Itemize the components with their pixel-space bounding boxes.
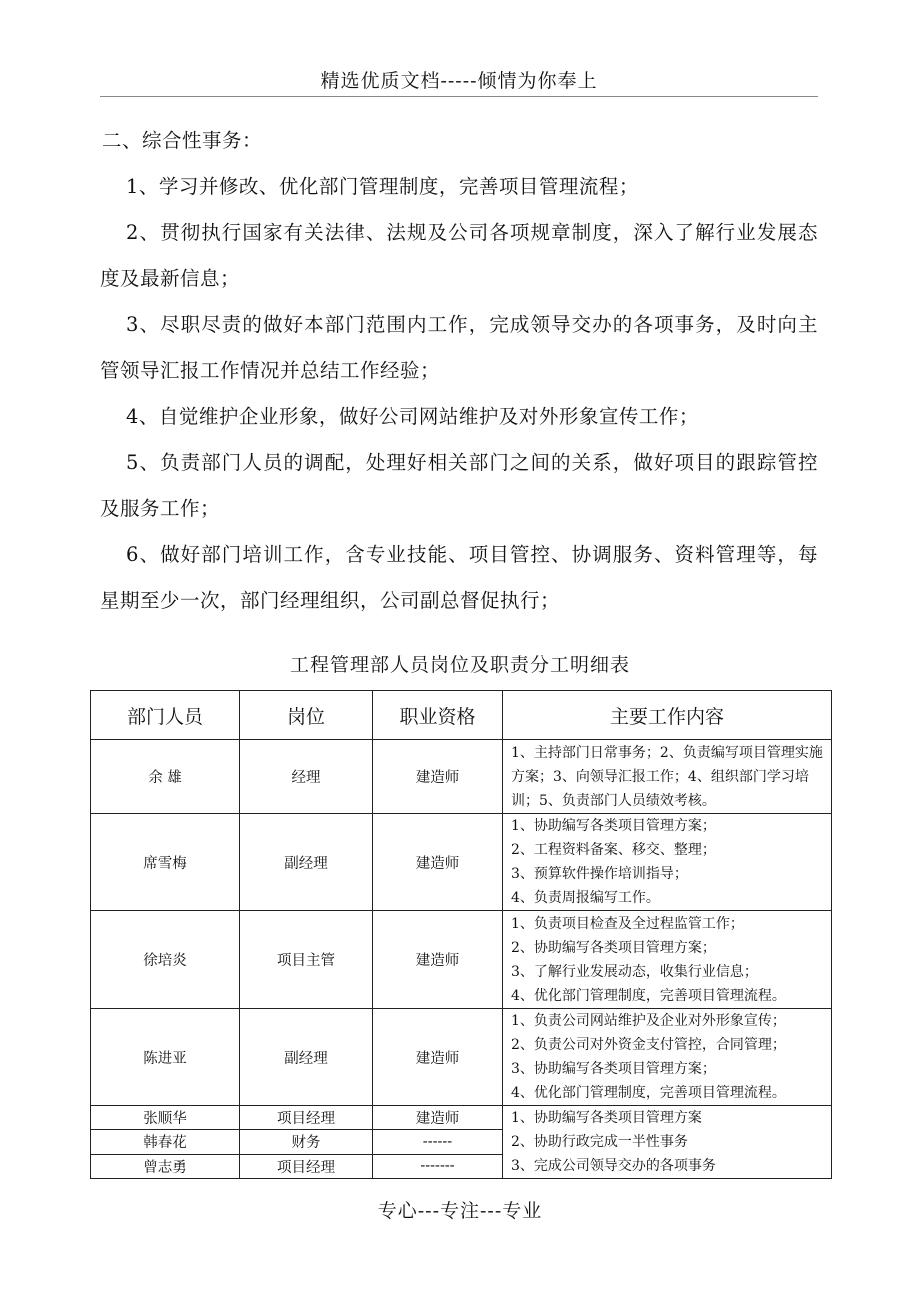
table-row	[91, 1009, 832, 1106]
table-row	[91, 814, 832, 911]
duty-line: 3、完成公司领导交办的各项事务	[511, 1158, 716, 1174]
duty-line: 1、协助编写各类项目管理方案	[511, 1110, 702, 1126]
duty-line: 3、预算软件操作培训指导；	[511, 866, 688, 882]
duty-line: 4、优化部门管理制度，完善项目管理流程。	[511, 987, 786, 1004]
cell-qualification: 建造师	[373, 814, 503, 911]
cell-qualification: ------	[373, 1130, 503, 1154]
duty-line: 1、主持部门日常事务；2、负责编写项目管理实施方案；3、向领导汇报工作；4、组织部门学习培训；5、负责部门人员绩效考核。	[511, 744, 823, 809]
cell-qualification: 建造师	[373, 911, 503, 1009]
cell-name: 徐培炎	[91, 911, 240, 1009]
cell-duties	[503, 740, 832, 814]
duty-line: 2、协助编写各类项目管理方案；	[511, 939, 716, 956]
staff-duties-table	[90, 690, 832, 1179]
cell-duties	[503, 814, 832, 911]
cell-qualification: 建造师	[373, 1106, 503, 1130]
duty-line: 1、负责公司网站维护及企业对外形象宣传；	[511, 1013, 786, 1029]
cell-name: 韩春花	[91, 1130, 240, 1154]
cell-position: 经理	[240, 740, 373, 814]
list-item: 2、贯彻执行国家有关法律、法规及公司各项规章制度，深入了解行业发展态度及最新信息；	[100, 221, 818, 290]
list-item: 1、学习并修改、优化部门管理制度，完善项目管理流程；	[126, 175, 639, 198]
header-staff: 部门人员	[91, 691, 240, 740]
cell-name: 张顺华	[91, 1106, 240, 1130]
cell-duties	[503, 911, 832, 1009]
cell-qualification: 建造师	[373, 1009, 503, 1106]
cell-name: 席雪梅	[91, 814, 240, 911]
cell-position: 项目主管	[240, 911, 373, 1009]
table-title: 工程管理部人员岗位及职责分工明细表	[289, 654, 630, 676]
list-item: 5、负责部门人员的调配，处理好相关部门之间的关系，做好项目的跟踪管控及服务工作；	[100, 451, 818, 520]
list-item: 4、自觉维护企业形象，做好公司网站维护及对外形象宣传工作；	[126, 405, 699, 428]
cell-duties	[503, 1106, 832, 1179]
table-row	[91, 911, 832, 1009]
cell-qualification: 建造师	[373, 740, 503, 814]
duty-line: 1、协助编写各类项目管理方案；	[511, 818, 716, 834]
duty-line: 4、优化部门管理制度，完善项目管理流程。	[511, 1085, 786, 1101]
header-qualification: 职业资格	[373, 691, 503, 740]
table-header-row	[91, 691, 832, 740]
table-row	[91, 740, 832, 814]
duty-line: 4、负责周报编写工作。	[511, 890, 660, 906]
list-item: 3、尽职尽责的做好本部门范围内工作，完成领导交办的各项事务，及时向主管领导汇报工作情况并总结工作经验；	[100, 313, 818, 382]
header-duties: 主要工作内容	[503, 691, 832, 740]
header-position: 岗位	[240, 691, 373, 740]
cell-position: 副经理	[240, 1009, 373, 1106]
duty-line: 3、协助编写各类项目管理方案；	[511, 1061, 716, 1077]
cell-name: 余 雄	[91, 740, 240, 814]
cell-name: 陈进亚	[91, 1009, 240, 1106]
cell-position: 项目经理	[240, 1154, 373, 1178]
page-header: 精选优质文档-----倾情为你奉上	[100, 66, 818, 97]
duty-line: 2、负责公司对外资金支付管控，合同管理；	[511, 1037, 786, 1053]
cell-position: 副经理	[240, 814, 373, 911]
table-row	[91, 1106, 832, 1130]
cell-qualification: -------	[373, 1154, 503, 1178]
cell-duties	[503, 1009, 832, 1106]
cell-name: 曾志勇	[91, 1154, 240, 1178]
duty-line: 2、工程资料备案、移交、整理；	[511, 842, 716, 858]
duty-line: 3、了解行业发展动态，收集行业信息；	[511, 963, 758, 980]
list-item: 6、做好部门培训工作，含专业技能、项目管控、协调服务、资料管理等，每星期至少一次，部门经理组织，公司副总督促执行；	[100, 543, 818, 612]
document-body	[100, 118, 818, 624]
duty-line: 1、负责项目检查及全过程监管工作；	[511, 915, 744, 932]
page-footer: 专心---专注---专业	[377, 1200, 543, 1222]
cell-position: 项目经理	[240, 1106, 373, 1130]
duty-line: 2、协助行政完成一半性事务	[511, 1134, 688, 1150]
cell-position: 财务	[240, 1130, 373, 1154]
section-title: 二、综合性事务：	[102, 129, 263, 152]
